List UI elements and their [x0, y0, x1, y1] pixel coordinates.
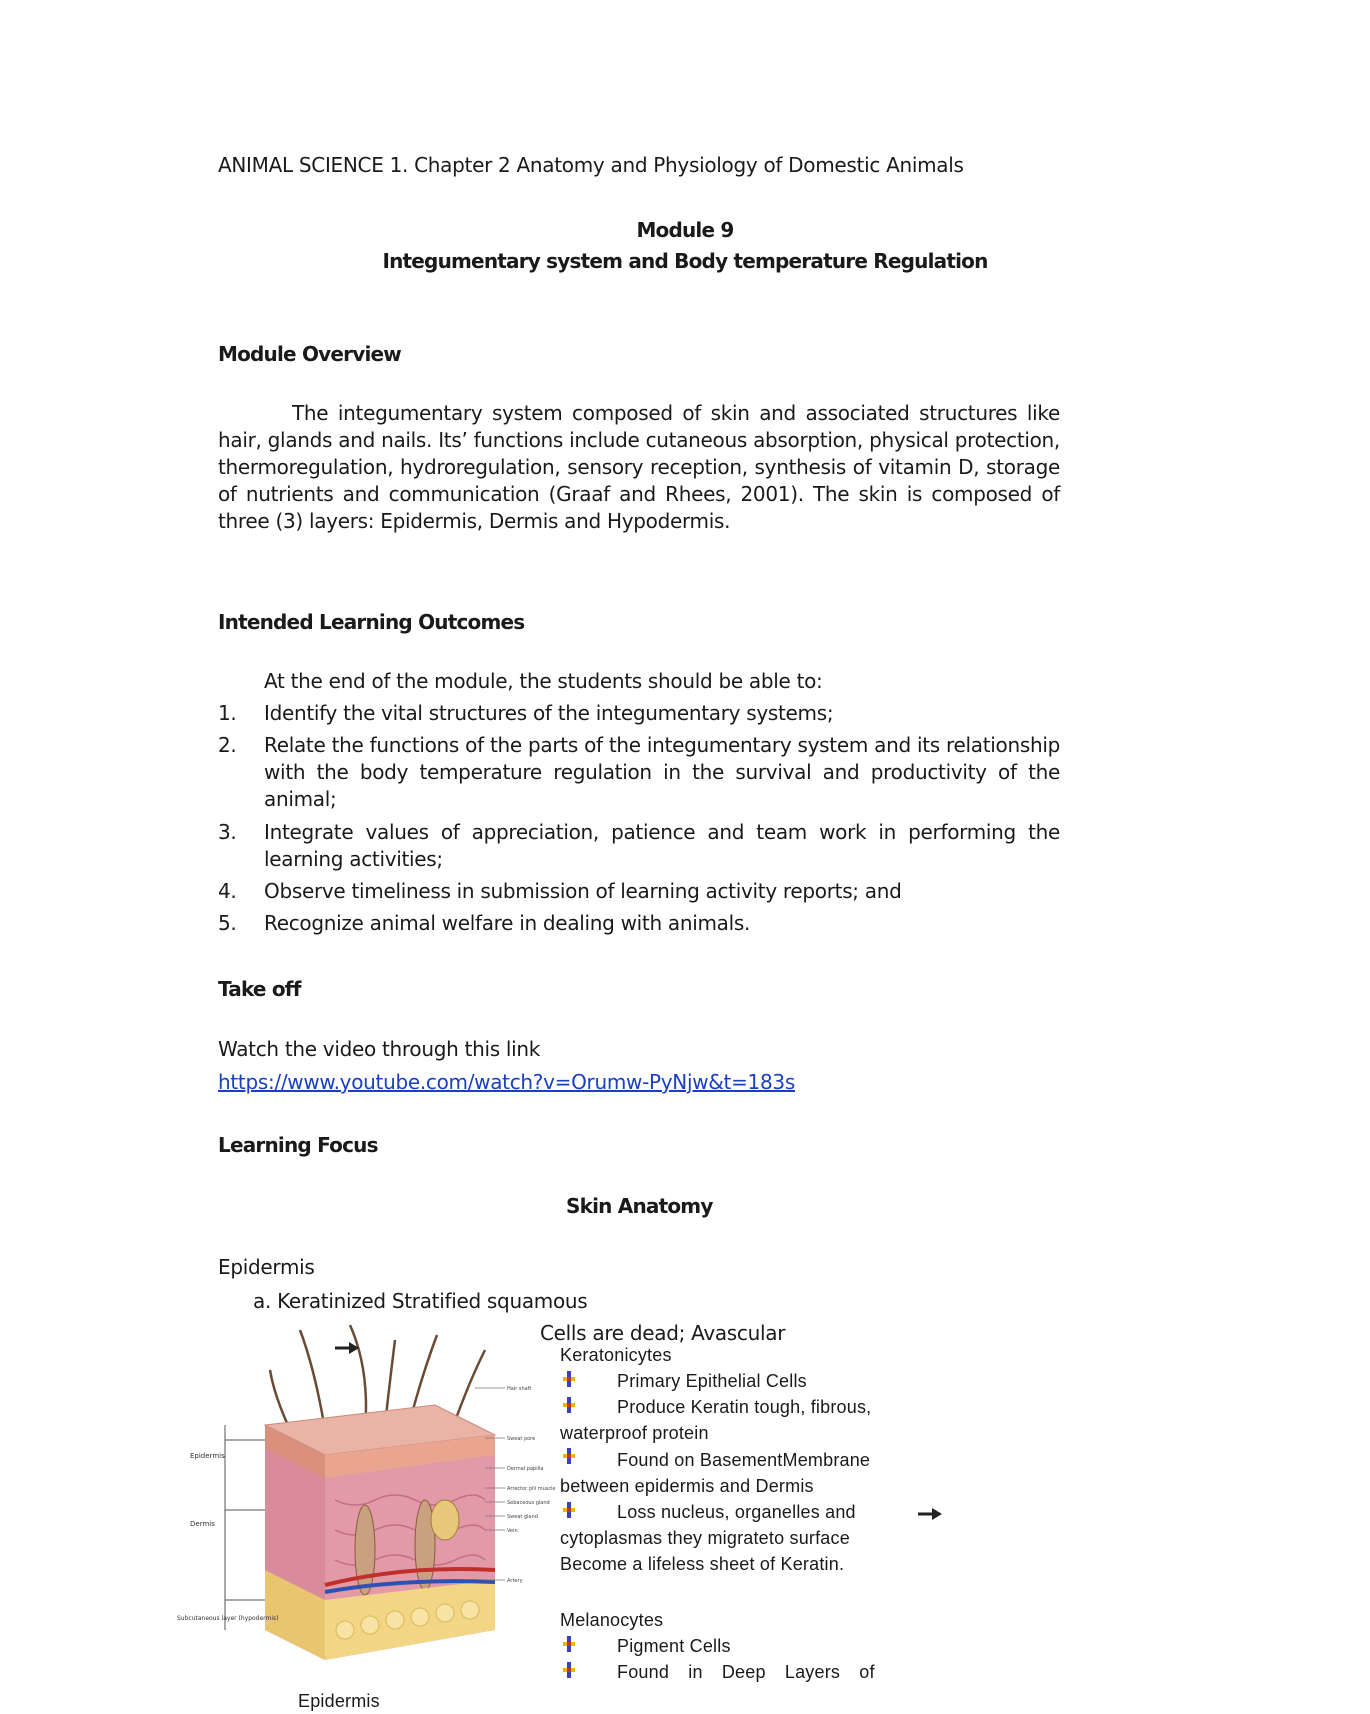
- overview-paragraph: The integumentary system composed of skin and associated structures like hair, glands and nails. Its’ functions include cutaneous absorption, physical protection, thermoregulation, hydroregulation, sensory reception, synthesis of vitamin D, storage of nutrients and communication (Graaf and Rhees, 2001). The skin is composed of three (3) layers: Epidermis, Dermis and Hypodermis.: [218, 401, 1060, 533]
- video-link[interactable]: https://www.youtube.com/watch?v=Orumw-PyNjw&t=183s: [218, 1070, 795, 1094]
- list-number: 2.: [218, 733, 237, 757]
- bullet-icon: [563, 1371, 575, 1387]
- figure-caption: Epidermis: [298, 1691, 380, 1711]
- fig-label-arrector: Arrector pili muscle: [507, 1486, 556, 1492]
- fig-label-sebaceous: Sebaceous gland: [507, 1500, 550, 1506]
- melanocytes-bullet: Found in Deep Layers of: [617, 1662, 875, 1682]
- list-text: Recognize animal welfare in dealing with animals.: [264, 911, 751, 935]
- keratinocytes-bullet-cont: Become a lifeless sheet of Keratin.: [560, 1554, 845, 1574]
- melanocytes-title: Melanocytes: [560, 1610, 664, 1630]
- keratinocytes-bullet-cont: waterproof protein: [560, 1423, 709, 1443]
- keratinocytes-title: Keratonicytes: [560, 1345, 672, 1365]
- figure-caption-wrap: [290, 1684, 490, 1711]
- cells-line: Cells are dead; Avascular: [540, 1321, 786, 1345]
- fig-label-dermis: Dermis: [190, 1520, 215, 1528]
- keratinocytes-bullet: Primary Epithelial Cells: [617, 1371, 807, 1391]
- skin-cross-section-illustration: [175, 1330, 555, 1698]
- fig-label-hair-shaft: Hair shaft: [507, 1386, 532, 1392]
- list-text: Observe timeliness in submission of learning activity reports; and: [264, 879, 902, 903]
- list-number: 3.: [218, 820, 237, 844]
- keratinocytes-bullet: Loss nucleus, organelles and: [617, 1502, 856, 1522]
- list-text: Identify the vital structures of the integumentary systems;: [264, 701, 834, 725]
- bullet-icon: [563, 1636, 575, 1652]
- bullet-icon: [563, 1448, 575, 1464]
- outcomes-intro: At the end of the module, the students should be able to:: [264, 669, 823, 693]
- bullet-icon: [563, 1502, 575, 1518]
- takeoff-instruction: Watch the video through this link: [218, 1037, 541, 1061]
- fig-label-sweat-gland: Sweat gland: [507, 1514, 538, 1520]
- list-number: 4.: [218, 879, 237, 903]
- bullet-icon: [563, 1397, 575, 1413]
- module-number: Module 9: [636, 218, 734, 242]
- fig-label-artery: Artery: [507, 1578, 523, 1584]
- list-number: 5.: [218, 911, 237, 935]
- epidermis-item-a: a. Keratinized Stratified squamous: [253, 1289, 588, 1313]
- list-number: 1.: [218, 701, 237, 725]
- fig-label-vein: Vein: [507, 1528, 518, 1534]
- keratinocytes-bullet-cont: between epidermis and Dermis: [560, 1476, 814, 1496]
- course-header: ANIMAL SCIENCE 1. Chapter 2 Anatomy and Physiology of Domestic Animals: [218, 153, 964, 177]
- list-text: Relate the functions of the parts of the integumentary system and its relationship with the body temperature regulation in the survival and productivity of the animal;: [264, 733, 1060, 811]
- keratinocytes-bullet-cont: cytoplasmas they migrateto surface: [560, 1528, 850, 1548]
- bullet-icon: [563, 1662, 575, 1678]
- fig-label-hypodermis: Subcutaneous layer (hypodermis): [177, 1615, 279, 1622]
- melanocytes-bullet: Pigment Cells: [617, 1636, 731, 1656]
- takeoff-heading: Take off: [218, 977, 301, 1001]
- keratinocytes-bullet: Found on BasementMembrane: [617, 1450, 871, 1470]
- outcomes-heading: Intended Learning Outcomes: [218, 610, 525, 634]
- fig-label-dermal-papilla: Dermal papilla: [507, 1466, 544, 1472]
- fig-label-sweat-pore: Sweat pore: [507, 1436, 536, 1442]
- arrow-right-icon: [333, 1340, 361, 1356]
- skin-anatomy-figure: [175, 1330, 555, 1698]
- fig-label-epidermis: Epidermis: [190, 1452, 225, 1460]
- overview-heading: Module Overview: [218, 342, 401, 366]
- skin-anatomy-heading: Skin Anatomy: [566, 1194, 713, 1218]
- module-title: Integumentary system and Body temperature Regulation: [382, 249, 988, 273]
- learning-focus-heading: Learning Focus: [218, 1133, 378, 1157]
- epidermis-label: Epidermis: [218, 1255, 315, 1279]
- keratinocytes-bullet: Produce Keratin tough, fibrous,: [617, 1397, 872, 1417]
- list-text: Integrate values of appreciation, patience and team work in performing the learning activities;: [264, 820, 1060, 871]
- arrow-right-icon: [916, 1506, 944, 1522]
- outcomes-list: [218, 700, 1060, 935]
